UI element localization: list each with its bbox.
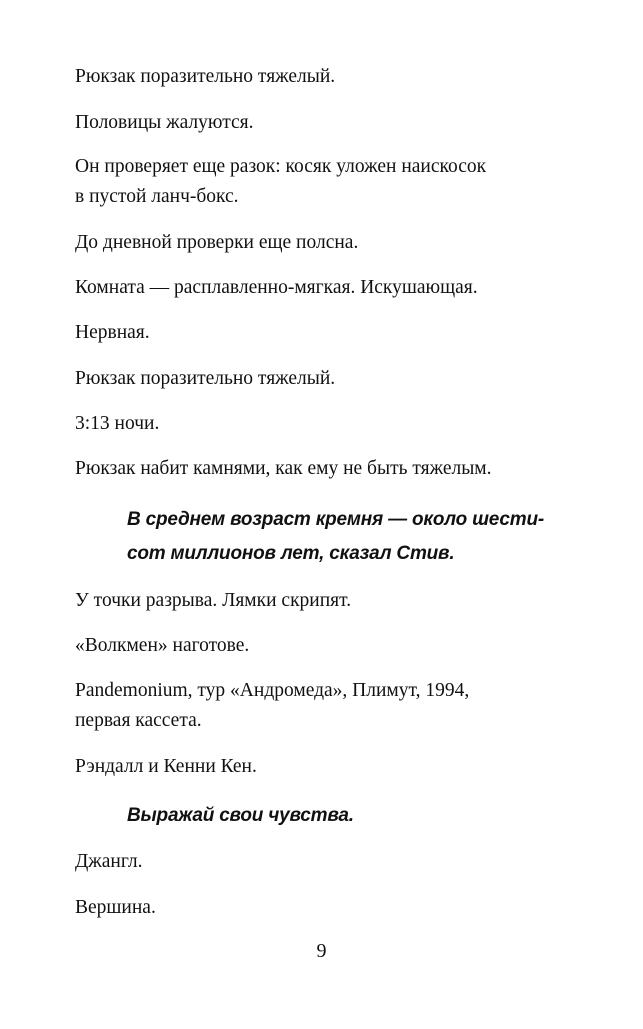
paragraph-4: До дневной проверки еще полсна. (75, 232, 359, 253)
paragraph-8: 3:13 ночи. (75, 413, 160, 434)
italic-quote-1-line-2: сот миллионов лет, сказал Стив. (127, 543, 455, 564)
paragraph-16: Джангл. (75, 851, 143, 872)
paragraph-17: Вершина. (75, 897, 156, 918)
paragraph-14: Рэндалл и Кенни Кен. (75, 756, 257, 777)
paragraph-13-line-1: Pandemonium, тур «Андромеда», Плимут, 1994, (75, 680, 470, 701)
paragraph-7: Рюкзак поразительно тяжелый. (75, 368, 336, 389)
paragraph-11: У точки разрыва. Лямки скрипят. (75, 590, 352, 611)
paragraph-6: Нервная. (75, 322, 150, 343)
paragraph-3-line-1: Он проверяет еще разок: косяк уложен наискосок (75, 156, 487, 177)
paragraph-1: Рюкзак поразительно тяжелый. (75, 66, 336, 87)
paragraph-12: «Волкмен» наготове. (75, 635, 250, 656)
italic-quote-1-line-1: В среднем возраст кремня — около шести- (127, 509, 544, 530)
paragraph-3-line-2: в пустой ланч-бокс. (75, 186, 239, 207)
paragraph-2: Половицы жалуются. (75, 112, 254, 133)
paragraph-13-line-2: первая кассета. (75, 710, 202, 731)
page-number: 9 (316, 940, 327, 962)
paragraph-5: Комната — расплавленно-мягкая. Искушающая. (75, 277, 478, 298)
italic-quote-2: Выражай свои чувства. (127, 805, 354, 826)
paragraph-9: Рюкзак набит камнями, как ему не быть тяжелым. (75, 458, 492, 479)
